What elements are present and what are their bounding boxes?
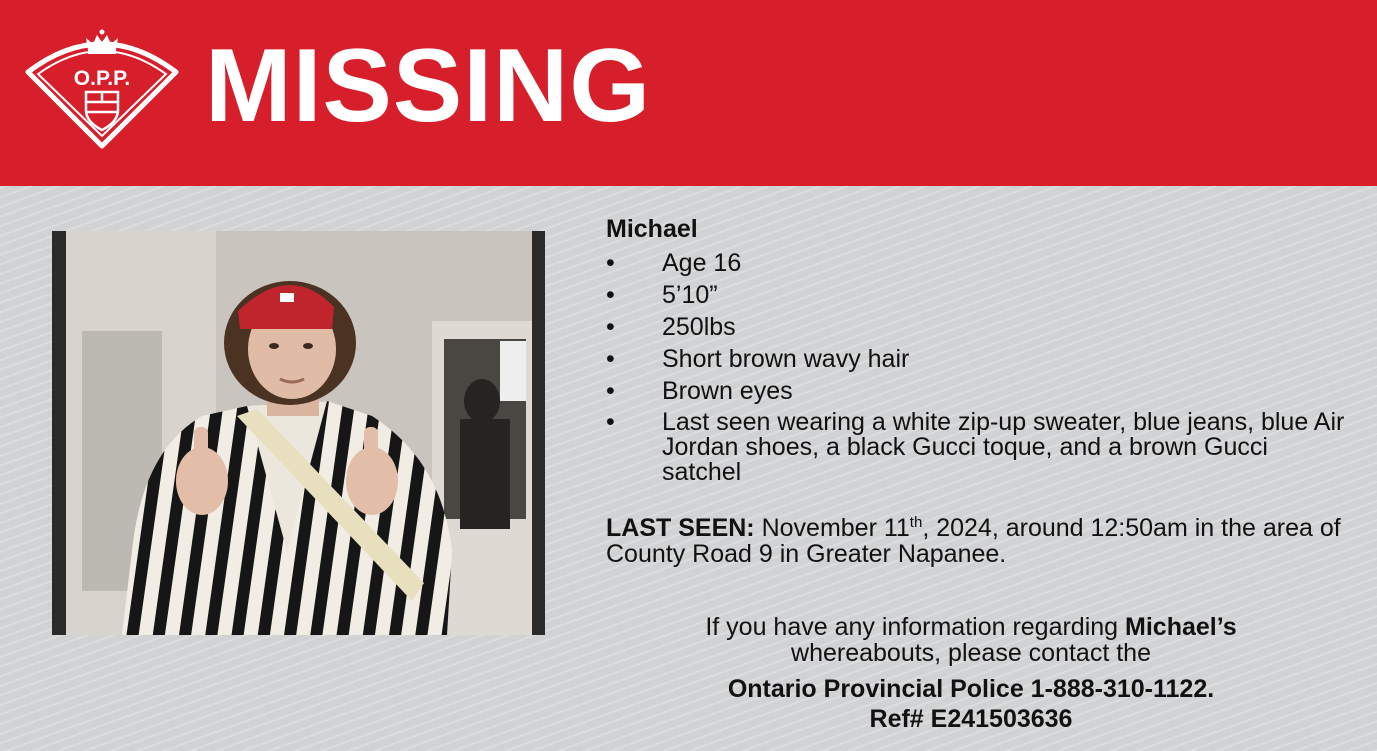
last-seen-details: , 2024, around 12:50am in the area of County Road 9 in Greater Napanee. bbox=[606, 514, 1341, 568]
last-seen-paragraph bbox=[606, 515, 1346, 567]
fact-eyes: • Brown eyes bbox=[606, 377, 793, 405]
fact-height: • 5’10” bbox=[606, 281, 718, 309]
header-banner bbox=[0, 0, 1377, 186]
person-name: Michael bbox=[606, 215, 698, 243]
fact-weight: • 250lbs bbox=[606, 313, 736, 341]
date-ordinal: th bbox=[909, 514, 923, 531]
police-phone: Ontario Provincial Police 1-888-310-1122. bbox=[727, 675, 1215, 703]
page-title: MISSING bbox=[205, 28, 652, 144]
last-seen-date: November 11 bbox=[761, 514, 910, 542]
person-facts bbox=[606, 250, 1346, 485]
bullet: • bbox=[606, 313, 615, 341]
contact-info bbox=[606, 614, 1336, 734]
bullet: • bbox=[606, 249, 615, 277]
contact-line-2: whereabouts, please contact the bbox=[791, 639, 1151, 667]
contact-person-name: Michael’s bbox=[1125, 613, 1237, 641]
bullet: • bbox=[606, 408, 615, 436]
bullet: • bbox=[606, 281, 615, 309]
last-seen-label: LAST SEEN: bbox=[606, 514, 755, 542]
missing-person-photo bbox=[52, 231, 545, 635]
opp-logo bbox=[22, 22, 182, 152]
contact-line-1: If you have any information regarding Michael’s bbox=[705, 613, 1237, 641]
person-details bbox=[606, 214, 1346, 567]
fact-age: • Age 16 bbox=[606, 249, 742, 277]
fact-clothing: • Last seen wearing a white zip-up sweater, blue jeans, blue Air Jordan shoes, a black Gucci toque, and a brown Gucci satchel bbox=[606, 408, 1345, 486]
bullet: • bbox=[606, 377, 615, 405]
fact-hair: • Short brown wavy hair bbox=[606, 345, 910, 373]
svg-text:O.P.P.: O.P.P. bbox=[73, 67, 131, 90]
bullet: • bbox=[606, 345, 615, 373]
reference-number: Ref# E241503636 bbox=[869, 705, 1073, 733]
